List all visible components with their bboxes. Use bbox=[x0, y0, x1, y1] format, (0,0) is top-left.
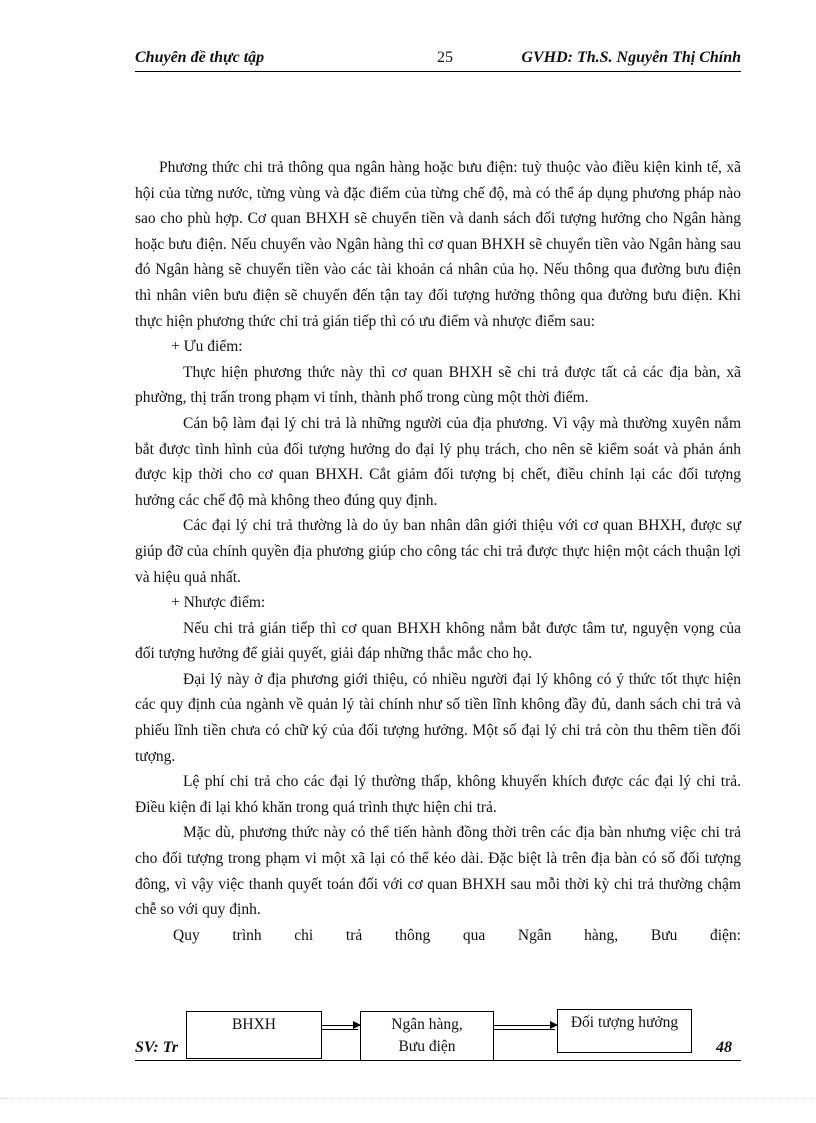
footer-student: SV: Tr bbox=[135, 1039, 179, 1056]
heading-disadvantages: + Nhược điểm: bbox=[171, 594, 266, 612]
flow-arrow-2 bbox=[492, 1025, 557, 1026]
paragraph-disadvantage-1: Nếu chi trả gián tiếp thì cơ quan BHXH không nắm bắt được tâm tư, nguyện vọng của đối tượng hưởng để giải quyết, giải đáp những thắc mắc cho họ. bbox=[135, 619, 741, 663]
heading-advantages: + Ưu điểm: bbox=[171, 338, 243, 356]
caption-word: Bưu bbox=[650, 926, 678, 944]
header-page-number: 25 bbox=[437, 49, 453, 66]
caption-word: qua bbox=[462, 926, 486, 944]
paragraph-advantage-2: Cán bộ làm đại lý chi trả là những người của địa phương. Vì vậy mà thường xuyên nắm bắt được tình hình của đối tượng hưởng do đại lý phụ trách, cho nên sẽ kiểm soát và phản ánh được kịp thời cho cơ quan BHXH. Cắt giảm đối tượng bị chết, điều chỉnh lại các đối tượng hưởng các chế độ mà không theo đúng quy định. bbox=[135, 414, 741, 509]
paragraph-advantage-1: Thực hiện phương thức này thì cơ quan BHXH sẽ chi trả được tất cả các địa bàn, xã phường, thị trấn trong phạm vi tỉnh, thành phố trong cùng một thời điểm. bbox=[135, 363, 741, 407]
caption-word: hàng, bbox=[584, 926, 619, 944]
caption-word: thông bbox=[394, 926, 431, 944]
caption-word: Ngân bbox=[517, 926, 552, 944]
footer-page-number: 48 bbox=[716, 1039, 732, 1056]
flow-arrow-1 bbox=[320, 1025, 360, 1026]
page-header bbox=[135, 49, 741, 72]
header-advisor: GVHD: Th.S. Nguyễn Thị Chính bbox=[521, 49, 741, 66]
flow-arrow-1-second-line bbox=[320, 1029, 358, 1030]
flow-box-beneficiary-label: Đối tượng hưởng bbox=[570, 1014, 679, 1031]
flow-box-beneficiary bbox=[557, 1009, 692, 1053]
document-body bbox=[135, 155, 741, 948]
flow-box-bhxh-label: BHXH bbox=[232, 1016, 276, 1033]
paragraph-disadvantage-2: Đại lý này ở địa phương giới thiệu, có nhiều người đại lý không có ý thức tốt thực hiện các quy định của ngành về quản lý tài chính như số tiền lĩnh không đầy đủ, danh sách chi trả và phiếu lĩnh tiền chưa có chữ ký của đối tượng hưởng. Một số đại lý chi trả còn thu thêm tiền đối tượng. bbox=[135, 670, 741, 765]
flow-arrow-2-second-line bbox=[492, 1029, 555, 1030]
flow-box-post-label: Bưu điện bbox=[398, 1038, 456, 1055]
paragraph-disadvantage-4: Mặc dù, phương thức này có thể tiến hành đồng thời trên các địa bàn nhưng việc chi trả cho đối tượng trong phạm vi một xã lại có thể kéo dài. Đặc biệt là trên địa bàn có số đối tượng đông, vì vậy việc thanh quyết toán đối với cơ quan BHXH sau mỗi thời kỳ chi trả thường chậm chễ so với quy định. bbox=[135, 824, 741, 919]
flow-box-bank-label: Ngân hàng, bbox=[391, 1016, 463, 1033]
caption-word: điện: bbox=[709, 926, 741, 944]
page-edge-divider bbox=[0, 1098, 816, 1099]
flow-box-bhxh bbox=[186, 1011, 322, 1059]
caption-word: chi bbox=[294, 926, 314, 944]
caption-word: Quy bbox=[173, 926, 200, 944]
flow-box-bank-post bbox=[360, 1011, 494, 1061]
paragraph-advantage-3: Các đại lý chi trả thường là do ủy ban nhân dân giới thiệu với cơ quan BHXH, được sự giúp đỡ của chính quyền địa phương giúp cho công tác chi trả được thực hiện một cách thuận lợi và hiệu quả nhất. bbox=[135, 517, 741, 586]
paragraph-payment-method: Phương thức chi trả thông qua ngân hàng hoặc bưu điện: tuỳ thuộc vào điều kiện kinh tế, xã hội của từng nước, từng vùng và đặc điểm của từng chế độ, mà có thể áp dụng phương pháp nào sao cho phù hợp. Cơ quan BHXH sẽ chuyển tiền và danh sách đối tượng hưởng cho Ngân hàng hoặc bưu điện. Nếu chuyển vào Ngân hàng thì cơ quan BHXH sẽ chuyển tiền vào Ngân hàng sau đó Ngân hàng sẽ chuyển tiền vào các tài khoản cá nhân của họ. Nếu thông qua đường bưu điện thì nhân viên bưu điện sẽ chuyển đến tận tay đối tượng hưởng thông qua đường bưu điện. Khi thực hiện phương thức chi trả gián tiếp thì có ưu điểm và nhược điểm sau: bbox=[135, 159, 741, 330]
caption-word: trình bbox=[232, 926, 262, 944]
header-title: Chuyên đề thực tập bbox=[135, 49, 265, 66]
paragraph-disadvantage-3: Lệ phí chi trả cho các đại lý thường thấp, không khuyến khích được các đại lý chi trả. Điều kiện đi lại khó khăn trong quá trình thực hiện chi trả. bbox=[135, 773, 741, 816]
flow-caption bbox=[135, 923, 741, 949]
caption-word: trả bbox=[345, 926, 363, 944]
